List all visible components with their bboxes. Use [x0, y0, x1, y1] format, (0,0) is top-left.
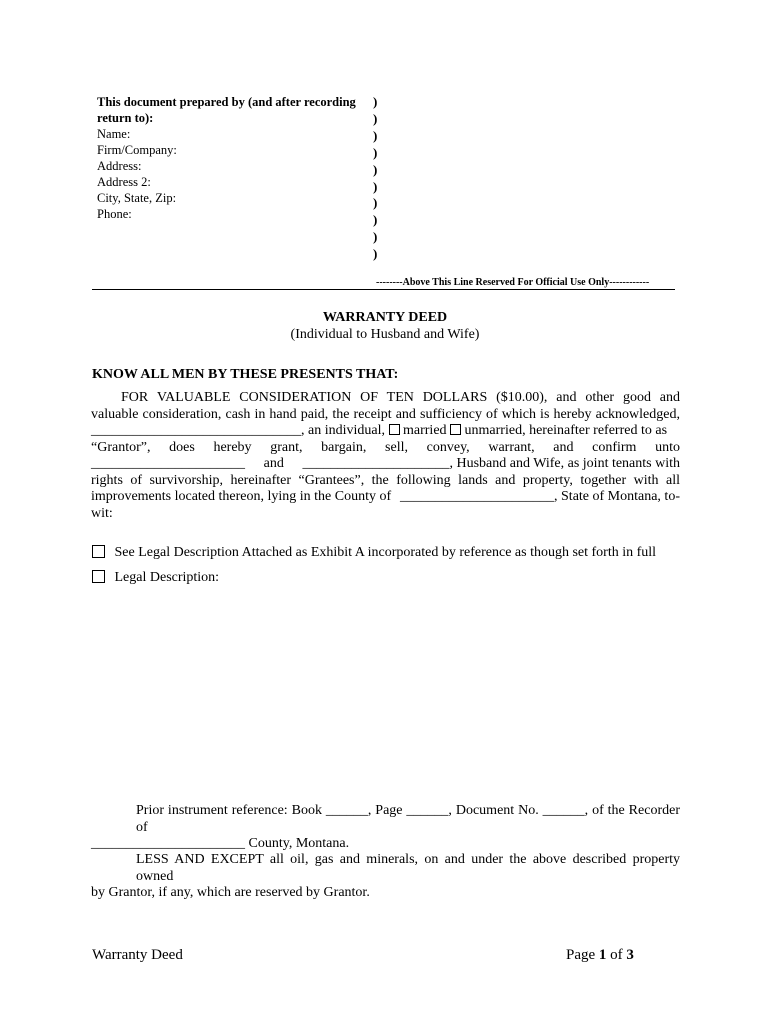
- exhibit-checkbox[interactable]: [92, 545, 105, 558]
- grantor-name-blank[interactable]: ______________________________: [91, 423, 301, 438]
- legal-description-option: [92, 570, 219, 586]
- divider: [92, 289, 675, 290]
- grantee-1-blank[interactable]: ______________________: [91, 456, 245, 471]
- document-subtitle: (Individual to Husband and Wife): [290, 327, 480, 342]
- bracket: ): [373, 178, 378, 194]
- field-city-state-zip: City, State, Zip:: [97, 191, 177, 205]
- paragraph-line: wit:: [91, 505, 113, 521]
- paragraph-line: rights of survivorship, hereinafter “Grantees”, the following lands and property, together with all: [91, 472, 680, 488]
- married-label: married: [403, 423, 447, 438]
- exhibit-option: [92, 545, 656, 561]
- footer-title: Warranty Deed: [92, 947, 183, 963]
- and-text: and: [263, 456, 284, 471]
- bracket: ): [373, 127, 378, 143]
- prepared-by-heading: This document prepared by (and after recording: [97, 95, 356, 109]
- page-number: 1: [598, 947, 607, 963]
- prepared-by-block: [97, 94, 356, 222]
- paragraph-line: by Grantor, if any, which are reserved by Grantor.: [91, 885, 370, 900]
- paragraph-text: , Husband and Wife, as joint tenants with: [449, 456, 680, 471]
- paragraph-text: County, Montana.: [245, 836, 350, 851]
- prepared-by-heading-cont: return to):: [97, 111, 154, 125]
- bracket: ): [373, 94, 378, 109]
- bracket: ): [373, 212, 378, 228]
- prior-instrument-line: Prior instrument reference: Book ______, Page ______, Document No. ______, of the Recorder of: [136, 803, 680, 835]
- bracket: ): [373, 110, 378, 126]
- field-name: Name:: [97, 127, 131, 141]
- bracket: ): [373, 144, 378, 160]
- less-except-paragraph: [91, 852, 680, 902]
- consideration-paragraph: [91, 390, 680, 522]
- field-phone: Phone:: [97, 207, 132, 221]
- paragraph-line: valuable consideration, cash in hand paid, the receipt and sufficiency of which is hereby acknowledged,: [91, 406, 680, 422]
- paragraph-text: improvements located thereon, lying in the County of: [91, 489, 392, 504]
- grantor-line: [91, 423, 680, 440]
- paragraph-line: FOR VALUABLE CONSIDERATION OF TEN DOLLARS ($10.00), and other good and: [121, 390, 680, 405]
- field-firm: Firm/Company:: [97, 143, 177, 157]
- page-total: 3: [626, 947, 634, 963]
- document-title: WARRANTY DEED: [322, 310, 448, 325]
- paragraph-text: , an individual,: [301, 423, 385, 438]
- bracket: ): [373, 246, 378, 262]
- paragraph-text: , State of Montana, to-: [554, 489, 680, 504]
- paragraph-line: LESS AND EXCEPT all oil, gas and minerals, on and under the above described property owned: [136, 852, 680, 884]
- grantee-2-blank[interactable]: _____________________: [302, 456, 450, 471]
- page-word: Page: [566, 947, 596, 963]
- bracket: ): [373, 195, 378, 211]
- paragraph-line: “Grantor”, does hereby grant, bargain, sell, convey, warrant, and confirm unto: [91, 439, 680, 455]
- county-blank[interactable]: ______________________: [400, 489, 555, 504]
- grantees-line: [91, 456, 680, 473]
- exhibit-label: See Legal Description Attached as Exhibit A incorporated by reference as though set forth in full: [114, 545, 657, 560]
- bracket-column: [373, 94, 377, 263]
- prior-county-line: [91, 836, 680, 853]
- legal-description-label: Legal Description:: [114, 570, 220, 585]
- know-all-heading: KNOW ALL MEN BY THESE PRESENTS THAT:: [92, 367, 399, 382]
- reserved-line-label: --------Above This Line Reserved For Official Use Only------------: [376, 277, 650, 288]
- legal-description-checkbox[interactable]: [92, 570, 105, 583]
- married-checkbox[interactable]: [389, 424, 400, 435]
- county-line: [91, 489, 680, 506]
- bracket: ): [373, 161, 378, 177]
- field-address-2: Address 2:: [97, 175, 151, 189]
- of-word: of: [610, 947, 623, 963]
- page-indicator: [566, 947, 634, 964]
- unmarried-checkbox[interactable]: [450, 424, 461, 435]
- field-address: Address:: [97, 159, 142, 173]
- prior-county-blank[interactable]: ______________________: [91, 836, 245, 851]
- prior-instrument-paragraph: [91, 803, 680, 853]
- bracket: ): [373, 229, 378, 245]
- unmarried-label: unmarried, hereinafter referred to as: [464, 423, 668, 438]
